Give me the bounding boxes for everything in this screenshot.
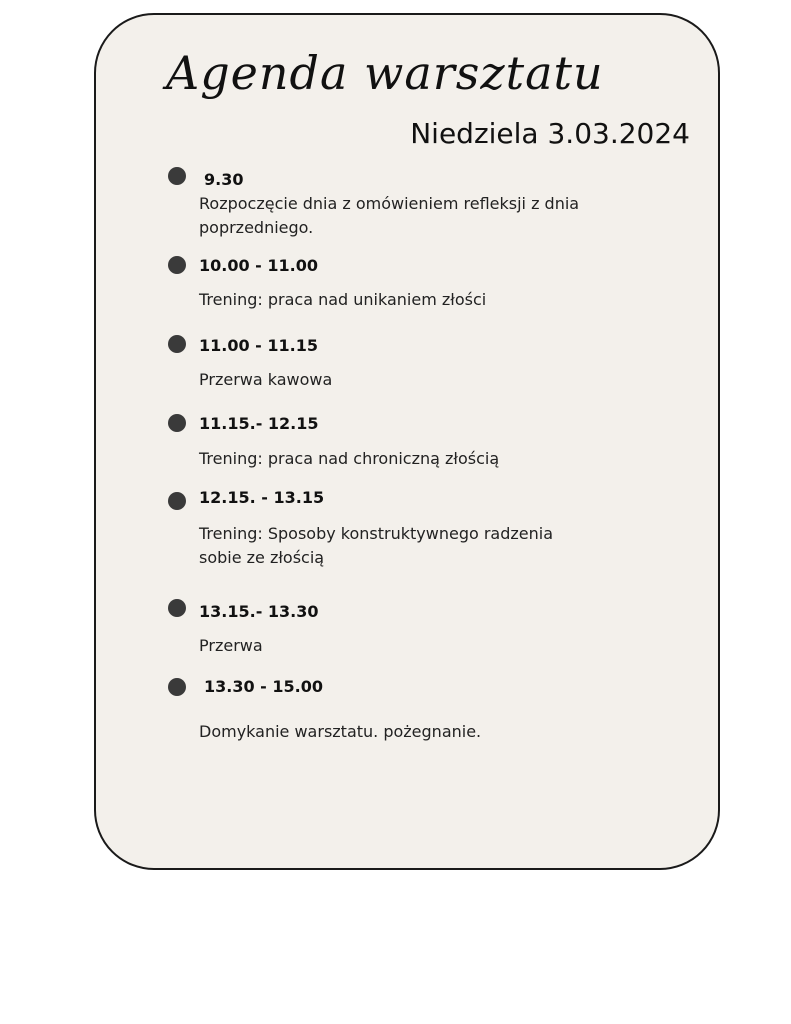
bullet-icon [168, 414, 186, 432]
agenda-item-description: Przerwa [199, 636, 263, 655]
agenda-item-time: 12.15. - 13.15 [199, 488, 325, 507]
agenda-item-description: Trening: praca nad unikaniem złości [199, 290, 487, 309]
bullet-icon [168, 167, 186, 185]
bullet-icon [168, 492, 186, 510]
agenda-item-time: 13.15.- 13.30 [199, 602, 319, 621]
agenda-item-time: 11.15.- 12.15 [199, 414, 319, 433]
agenda-title: Agenda warsztatu [166, 46, 604, 100]
bullet-icon [168, 335, 186, 353]
agenda-item-description: Rozpoczęcie dnia z omówieniem refleksji z dnia poprzedniego. [199, 194, 580, 237]
agenda-item-time: 13.30 - 15.00 [204, 677, 323, 696]
agenda-item-description: Trening: Sposoby konstruktywnego radzenia sobie ze złością [199, 524, 554, 567]
agenda-item-description: Trening: praca nad chroniczną złością [199, 449, 500, 468]
agenda-item-time: 9.30 [204, 170, 244, 189]
agenda-item-description: Domykanie warsztatu. pożegnanie. [199, 722, 482, 741]
agenda-item-time: 10.00 - 11.00 [199, 256, 318, 275]
bullet-icon [168, 599, 186, 617]
agenda-date: Niedziela 3.03.2024 [410, 117, 690, 150]
agenda-item-description: Przerwa kawowa [199, 370, 333, 389]
agenda-item-time: 11.00 - 11.15 [199, 336, 318, 355]
bullet-icon [168, 678, 186, 696]
bullet-icon [168, 256, 186, 274]
